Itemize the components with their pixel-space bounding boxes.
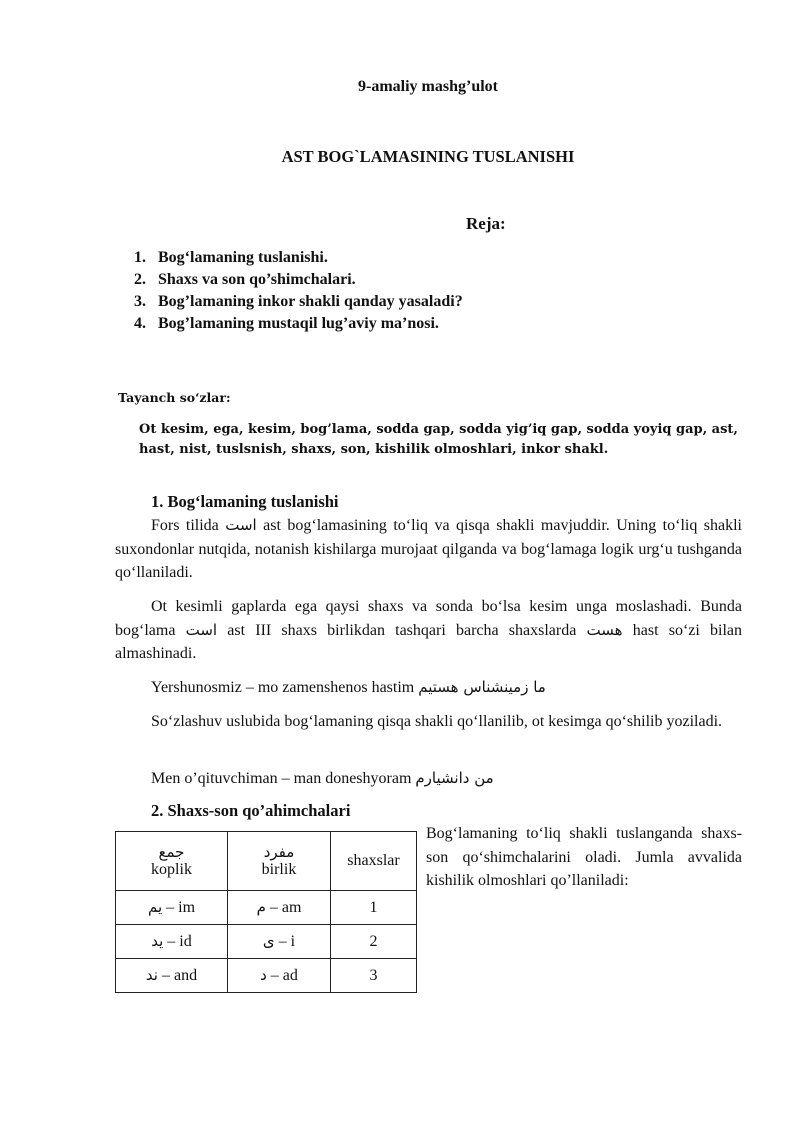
plan-list [134, 247, 463, 335]
arabic-hast: هست [586, 620, 623, 639]
section-2-heading: 2. Shaxs-son qo’ahimchalari [151, 801, 351, 820]
header-koplik: جمع koplik [116, 832, 228, 891]
example-1: Yershunosmiz – mo zamenshenos hastim ما زمینشناس هستیم [151, 678, 546, 696]
paragraph-3: So‘zlashuv uslubida bog‘lamaning qisqa shakli qo‘llanilib, ot kesimga qo‘shilib yoziladi. [151, 713, 723, 730]
example-2: Men o’qituvchiman – man doneshyoram من دانشیارم [151, 769, 494, 787]
plan-item: 3. Bog’lamaning inkor shakli qanday yasaladi? [134, 293, 463, 310]
plan-item: 1. Bog‘lamaning tuslanishi. [134, 249, 328, 266]
paragraph-1: Fors tilida است ast bog‘lamasining to‘liq va qisqa shakli mavjuddir. Uning to‘liq shakli suxondonlar nutqida, notanish kishilarga murojaat qilganda va bog‘lamaga logik urg‘u tushganda qo‘llaniladi. [115, 516, 742, 581]
table-row: ید – id ی – i 2 [116, 925, 417, 959]
arabic-example-2: من دانشیارم [415, 769, 494, 787]
plan-item: 2. Shaxs va son qo’shimchalari. [134, 271, 356, 288]
header-birlik: مفرد birlik [228, 832, 331, 891]
paragraph-2: Ot kesimli gaplarda ega qaysi shaxs va sonda bo‘lsa kesim unga moslashadi. Bunda bog‘lama است ast III shaxs birlikdan tashqari barcha shaxslarda هست hast so‘zi bilan almashinadi. [115, 598, 743, 662]
lesson-number: 9-amaliy mashg’ulot [358, 78, 498, 95]
section-2-text: Bog‘lamaning to‘liq shakli tuslanganda shaxs-son qo‘shimchalarini oladi. Jumla avvalida kishilik olmoshlari qo’llaniladi: [426, 825, 742, 889]
arabic-ast: است [185, 620, 218, 639]
page-title: AST BOG`LAMASINING TUSLANISHI [281, 147, 575, 166]
keywords-label: Tayanch so‘zlar: [118, 390, 231, 405]
table-header-row [116, 832, 417, 891]
plan-item: 4. Bog’lamaning mustaqil lug’aviy ma’nosi. [134, 315, 439, 332]
suffix-table [115, 831, 417, 993]
header-shaxslar: shaxslar [331, 832, 417, 891]
arabic-example-1: ما زمینشناس هستیم [418, 678, 546, 696]
keywords-text: Ot kesim, ega, kesim, bog’lama, sodda gap, sodda yig’iq gap, sodda yoyiq gap, ast, hast, nist, tuslsnish, shaxs, son, kishilik olmoshlari, inkor shakl. [139, 422, 738, 457]
table-row: ند – and د – ad 3 [116, 959, 417, 993]
plan-label: Reja: [466, 214, 506, 233]
arabic-ast: است [225, 516, 257, 534]
table-row: یم – im م – am 1 [116, 891, 417, 925]
section-1-heading: 1. Bog‘lamaning tuslanishi [151, 492, 339, 511]
